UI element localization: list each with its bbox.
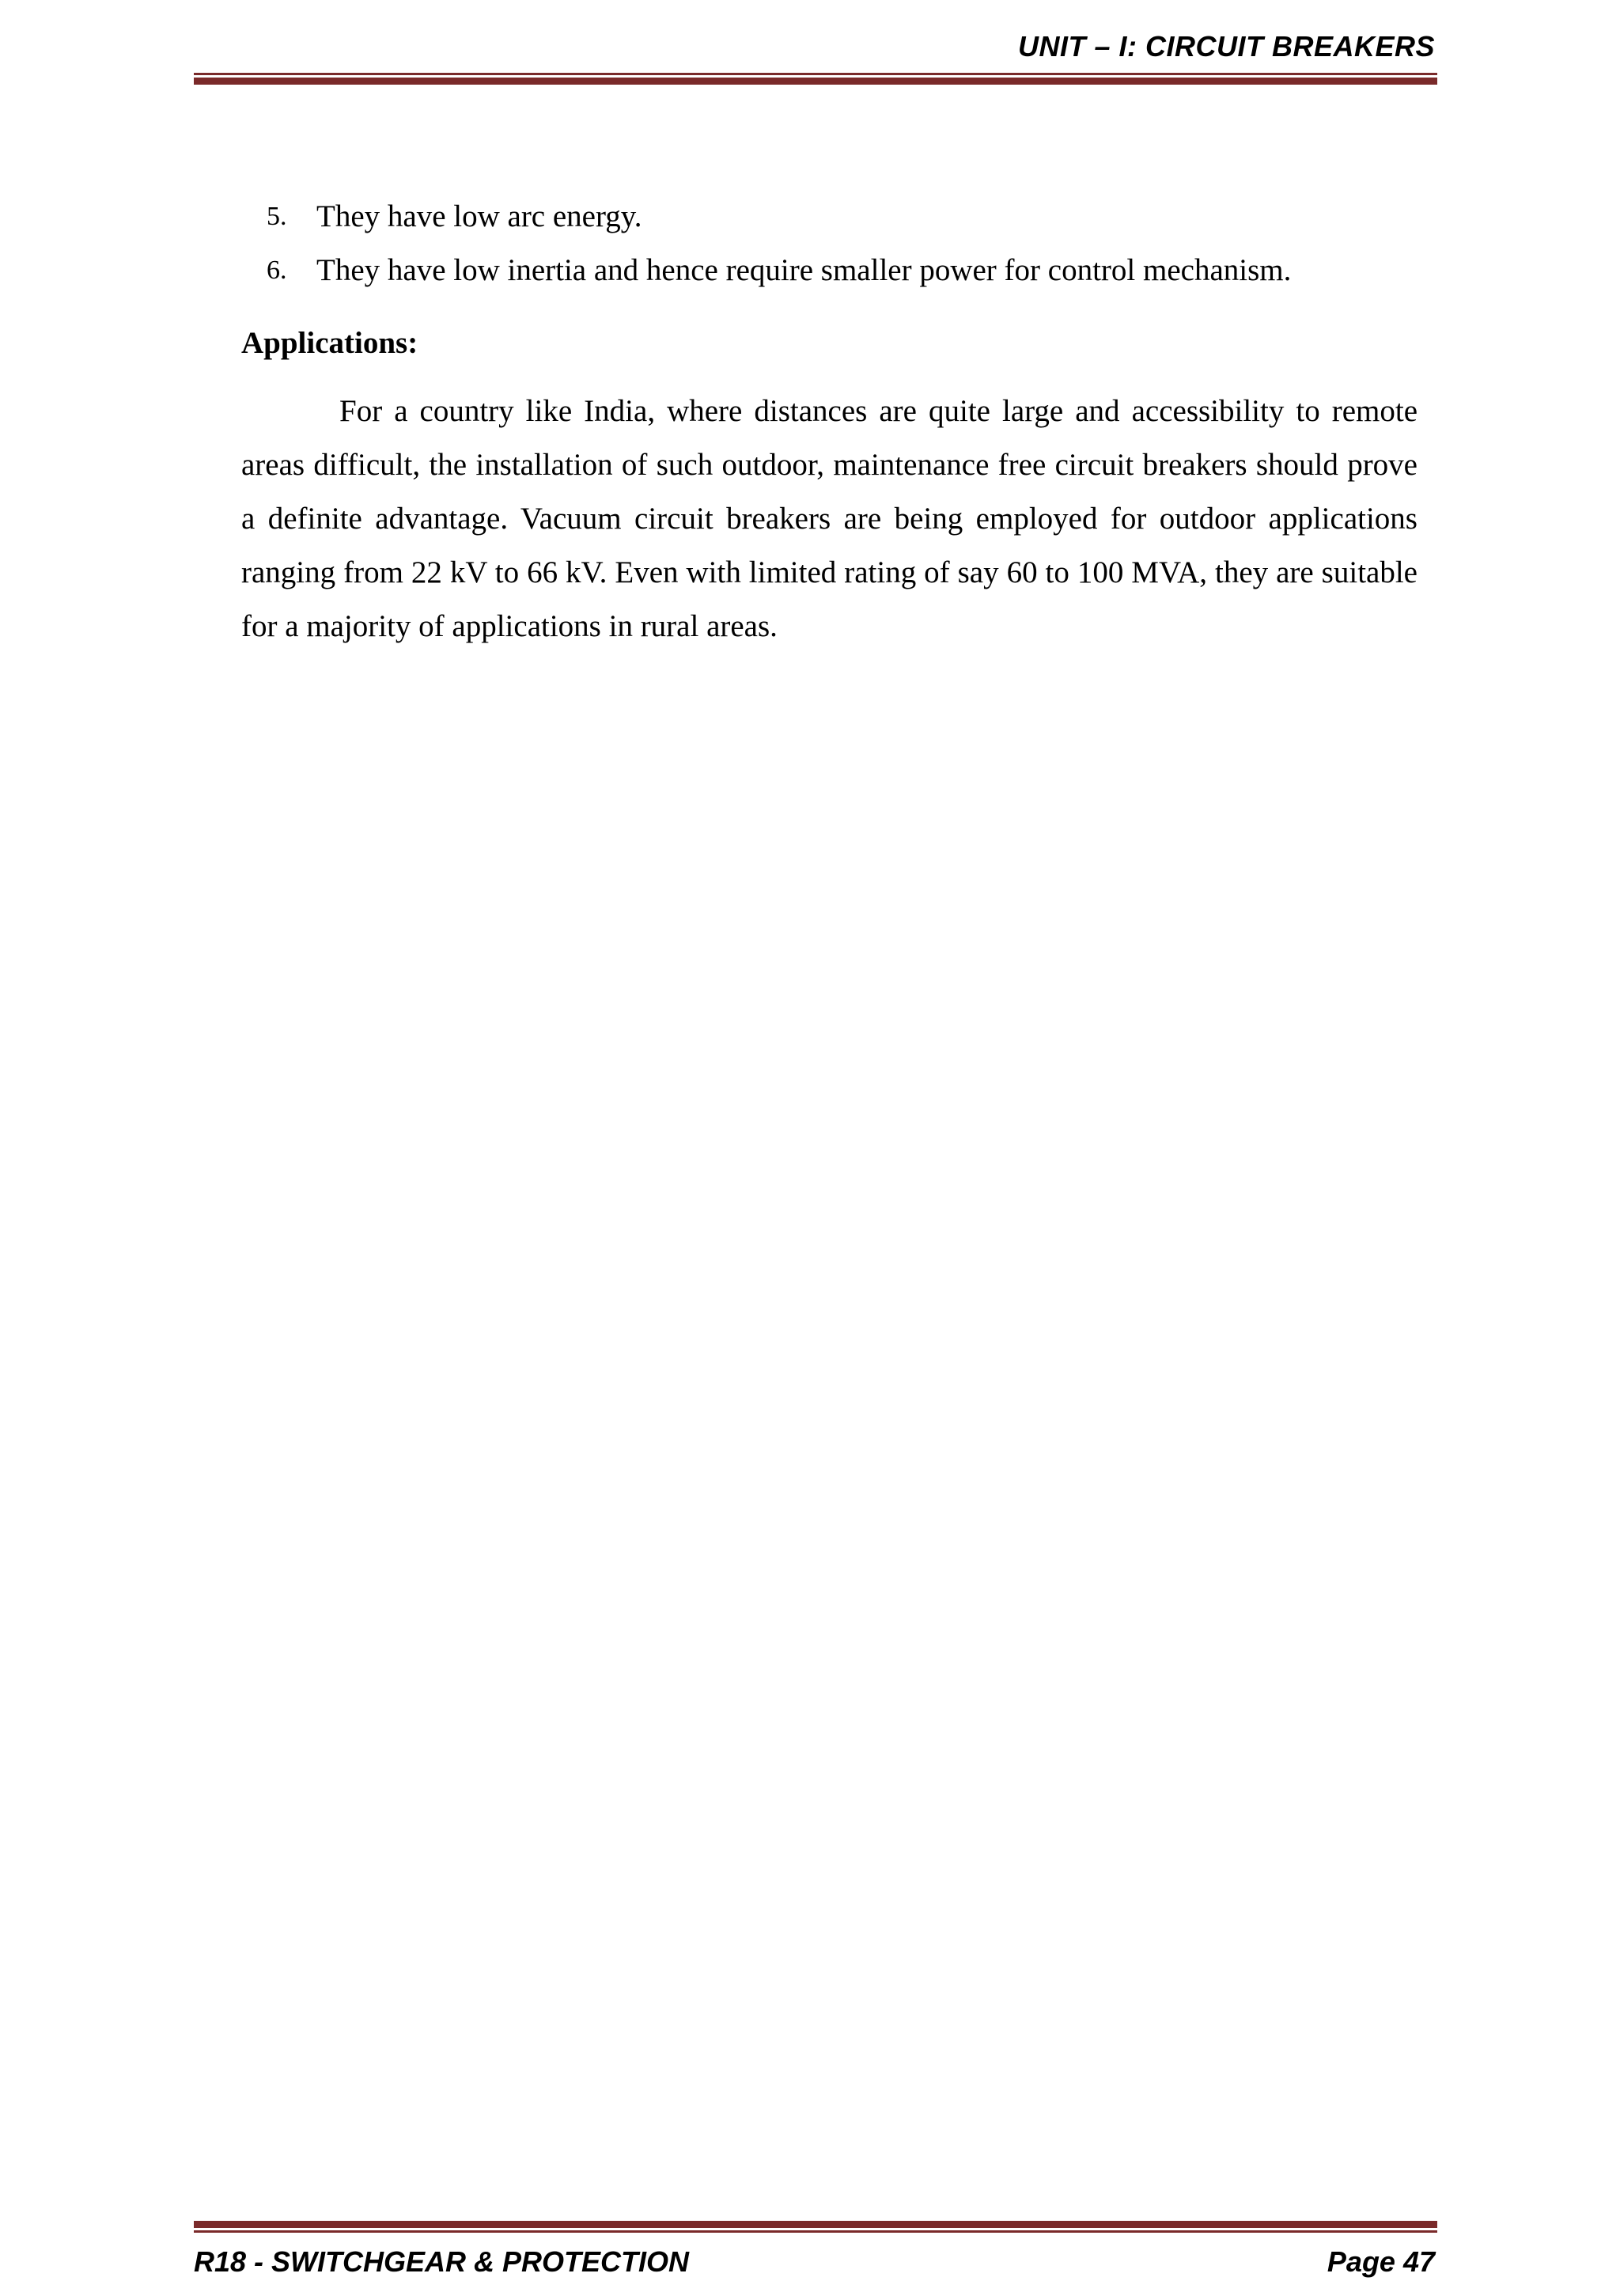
list-item-number: 5. <box>267 202 287 231</box>
footer-page-number: Page 47 <box>1327 2245 1435 2278</box>
footer-rule <box>194 2221 1437 2233</box>
list-item-text: They have low arc energy. <box>316 199 642 233</box>
applications-paragraph: For a country like India, where distances are quite large and accessibility to remote areas difficult, the installation of such outdoor, maintenance free circuit breakers should prove a definite advantage. Vacuum circuit breakers are being employed for outdoor applications ranging from 22 kV to 66 kV. Even with limited rating of say 60 to 100 MVA, they are suitable for a majority of applications in rural areas. <box>241 394 1418 643</box>
advantages-list <box>241 190 1418 297</box>
list-item-text: They have low inertia and hence require smaller power for control mechanism. <box>316 253 1292 287</box>
list-item <box>241 244 1418 297</box>
list-item-number: 6. <box>267 256 287 285</box>
header-rule <box>194 73 1437 85</box>
page-content <box>241 190 1418 654</box>
applications-heading: Applications: <box>241 326 418 360</box>
header-title: UNIT – I: CIRCUIT BREAKERS <box>1017 30 1435 63</box>
footer-course-title: R18 - SWITCHGEAR & PROTECTION <box>194 2245 690 2278</box>
list-item <box>241 190 1418 244</box>
